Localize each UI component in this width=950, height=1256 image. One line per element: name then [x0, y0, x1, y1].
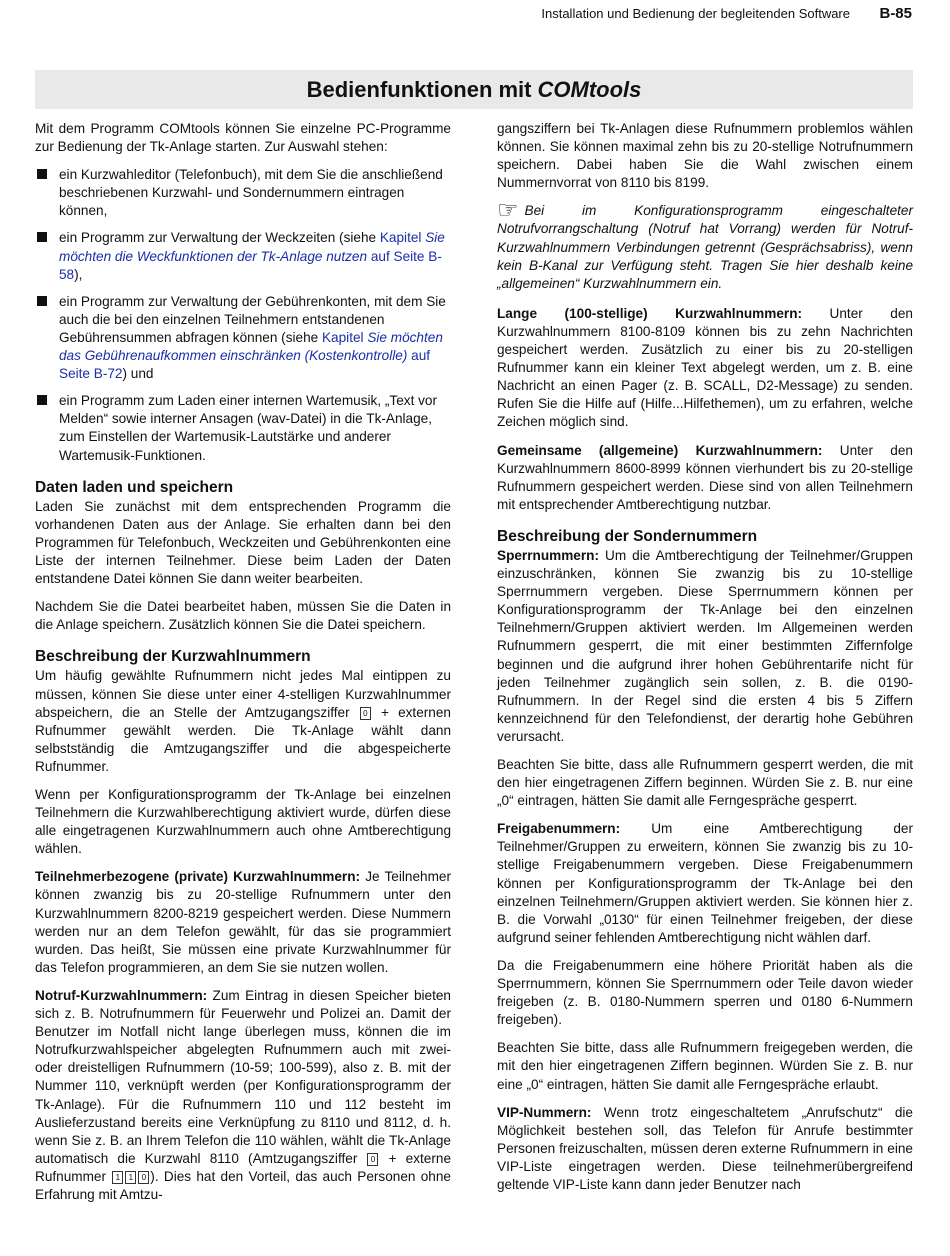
pointing-hand-icon: ☞ — [497, 197, 519, 225]
key-zero-icon: 0 — [360, 707, 371, 720]
list-item: ein Programm zur Verwaltung der Gebührenkonten, mit dem Sie auch die bei den einzelnen Teilnehmern entstandenen Gebührensummen abfragen können (siehe Kapitel Sie möchten das Gebührenaufkommen einschränken (Kostenkontrolle) auf Seite B-72) und — [35, 293, 451, 383]
page-header — [0, 4, 950, 26]
heading-sondernummern: Beschreibung der Sondernummern — [497, 527, 758, 545]
bullet-square-icon — [37, 395, 47, 405]
list-item: ein Programm zum Laden einer internen Wartemusik, „Text vor Melden“ sowie interner Ansagen (wav-Datei) in die Tk-Anlage, zum Einstellen der Wartemusik-Lautstärke und anderer Wartemusik-Funktionen. — [35, 392, 451, 464]
paragraph: Wenn per Konfigurationsprogramm der Tk-Anlage bei einzelnen Teilnehmern die Kurzwahlberechtigung aktiviert wurde, dürfen diese alle eingetragenen Kurzwahlnummern auch ohne Amtberechtigung wählen. — [35, 787, 451, 857]
header-title: Installation und Bedienung der begleitenden Software — [541, 6, 850, 21]
kostenkontrolle-link[interactable]: Kapitel Sie möchten das Gebührenaufkommen einschränken (Kostenkontrolle) auf Seite B-72 — [59, 329, 443, 382]
paragraph: Beachten Sie bitte, dass alle Rufnummern gesperrt werden, die mit den hier eingetragenen Ziffern beginnen. Würden Sie z. B. nur eine „0“ eintragen, hätten Sie damit alle Ferngespräche gesperrt. — [497, 757, 913, 809]
paragraph: gangsziffern bei Tk-Anlagen diese Rufnummern problemlos wählen können. Sie können maximal zehn bis zu 20-stellige Notrufnummern speichern. Dabei haben Sie die Wahl zwischen einem Nummernvorrat von 8110 bis 8199. — [497, 121, 913, 191]
paragraph: Lange (100-stellige) Kurzwahlnummern: Unter den Kurzwahlnummern 8100-8109 können bis zu zehn Nachrichten gespeichert werden. Zusätzlich zu einer bis zu 20-stelligen Rufnummer kann ein kleiner Text abgelegt werden, um z. B. eine Nachricht an einen Pager (z. B. SCALL, D2-Message) zu senden. Rufen Sie die Hilfe auf (Hilfe...Hilfethemen), um zu erfahren, welche Zeichen möglich sind. — [497, 305, 913, 430]
heading-daten: Daten laden und speichern — [35, 478, 234, 496]
list-item: ein Kurzwahleditor (Telefonbuch), mit dem Sie die anschließend beschriebenen Kurzwahl- und Sondernummern eintragen können, — [35, 166, 451, 220]
paragraph: Freigabenummern: Um eine Amtberechtigung der Teilnehmer/Gruppen zu erweitern, können Sie zwanzig bis zu 10-stellige Freigabenummern vergeben. Diese Freigabenummern können per Konfigurationsprogramm der Tk-Anlage bei den einzelnen Teilnehmern/Gruppen aktiviert werden. Sie können hier z. B. die Vorwahl „0130“ für einen Teilnehmer freigeben, der diese aufgrund seiner fehlenden Amtberechtigung nicht wählen darf. — [497, 821, 913, 945]
list-item: ein Programm zur Verwaltung der Weckzeiten (siehe Kapitel Sie möchten die Weckfunktionen der Tk-Anlage nutzen auf Seite B-58), — [35, 229, 451, 283]
paragraph: VIP-Nummern: Wenn trotz eingeschaltetem „Anrufschutz“ die Möglichkeit bestehen soll, das Telefon für Anrufe bestimmter Personen freizuschalten, müssen deren externe Rufnummern in eine VIP-Liste eingetragen werden. Diese teilnehmerübergreifend geltende VIP-Liste kann dann jeder Benutzer nach — [497, 1104, 913, 1192]
program-list — [35, 166, 451, 464]
paragraph: Teilnehmerbezogene (private) Kurzwahlnummern: Je Teilnehmer können zwanzig bis zu 20-stellige Rufnummern unter den Kurzwahlnummern 8200-8219 gespeichert werden. Diese Nummern werden nur an dem Telefon gewählt, für das sie programmiert wurden. Das heißt, Sie müssen eine private Kurzwahlnummer für das Telefon programmieren, an dem Sie sie nutzen wollen. — [35, 869, 451, 975]
key-zero-icon: 0 — [367, 1153, 378, 1166]
paragraph: Nachdem Sie die Datei bearbeitet haben, müssen Sie die Daten in die Anlage speichern. Zusätzlich können Sie die Datei speichern. — [35, 599, 451, 633]
title-italic: COMtools — [537, 76, 642, 102]
page-number: B-85 — [879, 5, 912, 22]
note-paragraph: ☞ Bei im Konfigurationsprogramm eingeschalteter Notrufvorrangschaltung (Notruf hat Vorrang) werden für Notruf-Kurzwahlnummern Verbindungen getrennt (Gesprächsabriss), wenn kein B-Kanal zur Verfügung steht. Tragen Sie hier deshalb keine „allgemeinen“ Kurzwahlnummern ein. — [497, 197, 913, 291]
intro-paragraph: Mit dem Programm COMtools können Sie einzelne PC-Programme zur Bedienung der Tk-Anlage starten. Zur Auswahl stehen: — [35, 121, 451, 155]
left-column — [35, 120, 451, 1214]
key-one-icon: 1 — [125, 1171, 136, 1184]
bullet-square-icon — [37, 296, 47, 306]
bullet-square-icon — [37, 169, 47, 179]
section-title — [35, 70, 913, 109]
bullet-square-icon — [37, 232, 47, 242]
right-column — [497, 120, 913, 1204]
paragraph: Beachten Sie bitte, dass alle Rufnummern freigegeben werden, die mit den hier eingetragenen Ziffern beginnen. Würden Sie z. B. nur eine „0“ eintragen, hätten Sie damit alle Ferngespräche erlaubt. — [497, 1040, 913, 1092]
paragraph: Um häufig gewählte Rufnummern nicht jedes Mal eintippen zu müssen, können Sie diese unter einer 4-stelligen Kurzwahlnummer abspeichern, die an Stelle der Amtzugangsziffer 0 + externen Rufnummer gewählt werden. Die Tk-Anlage wählt dann selbstständig die Amtzugangsziffer und die abgespeicherte Rufnummer. — [35, 668, 451, 774]
paragraph: Sperrnummern: Um die Amtberechtigung der Teilnehmer/Gruppen einzuschränken, können Sie zwanzig bis zu 10-stellige Sperrnummern vergeben. Diese Sperrnummern können per Konfigurationsprogramm der Tk-Anlage bei den einzelnen Teilnehmern/Gruppen aktiviert werden. Im Allgemeinen werden Rufnummern gesperrt, die mit einer bestimmten Ziffernfolge beginnen und die aufgrund ihrer hohen Gebührentarife nicht für jeden Teilnehmer zugänglich sein sollen, z. B. die 0190-Rufnummern. In der Regel sind die ersten 4 bis 5 Ziffern kennzeichnend für den Telefondienst, der derartig hohe Gebühren verursacht. — [497, 547, 913, 744]
weckzeiten-link[interactable]: Kapitel Sie möchten die Weckfunktionen der Tk-Anlage nutzen auf Seite B-58 — [59, 230, 445, 282]
key-one-icon: 1 — [112, 1171, 123, 1184]
paragraph: Laden Sie zunächst mit dem entsprechenden Programm die vorhandenen Daten aus der Anlage. Sie erhalten dann bei den Programmen für Telefonbuch, Weckzeiten und Gebührenkonten eine Liste der internen Teilnehmer. Diese beim Laden der Daten entstandene Datei können Sie dann weiter bearbeiten. — [35, 498, 451, 587]
heading-kurzwahl: Beschreibung der Kurzwahlnummern — [35, 648, 311, 666]
paragraph: Da die Freigabenummern eine höhere Priorität haben als die Sperrnummern, können Sie Sperrnummern oder Teile davon wieder freigeben (z. B. 0180-Nummern sperren und 0180 6-Nummern freigeben). — [497, 957, 913, 1028]
paragraph: Gemeinsame (allgemeine) Kurzwahlnummern: Unter den Kurzwahlnummern 8600-8999 können vierhundert bis zu 20-stellige Rufnummern gespeichert werden. Diese sind von allen Teilnehmern mit entsprechender Amtberechtigung nutzbar. — [497, 442, 913, 512]
key-zero-icon: 0 — [138, 1171, 149, 1184]
title-main: Bedienfunktionen mit — [306, 76, 532, 102]
paragraph: Notruf-Kurzwahlnummern: Zum Eintrag in diesen Speicher bieten sich z. B. Notrufnummern für Feuerwehr und Polizei an. Damit der Benutzer im Notfall nicht lange überlegen muss, können die im Notrufkurzwahlspeicher abgelegten Rufnummern auch mit zwei- oder dreistelligen Rufnummern (10-59; 100-599), also z. B. mit der Nummer 110, verknüpft werden (per Konfigurationsprogramm der Tk-Anlage). Für die Rufnummern 110 und 112 besteht im Auslieferzustand bereits eine Verknüpfung zu 8110 und 8112, d. h. wenn Sie z. B. an Ihrem Telefon die 110 wählen, wählt die Tk-Anlage automatisch die Kurzwahl 8110 (Amtzugangsziffer 0 + externe Rufnummer 1 1 0 ). Dies hat den Vorteil, das auch Personen ohne Erfahrung mit Amtzu- — [35, 987, 452, 1202]
